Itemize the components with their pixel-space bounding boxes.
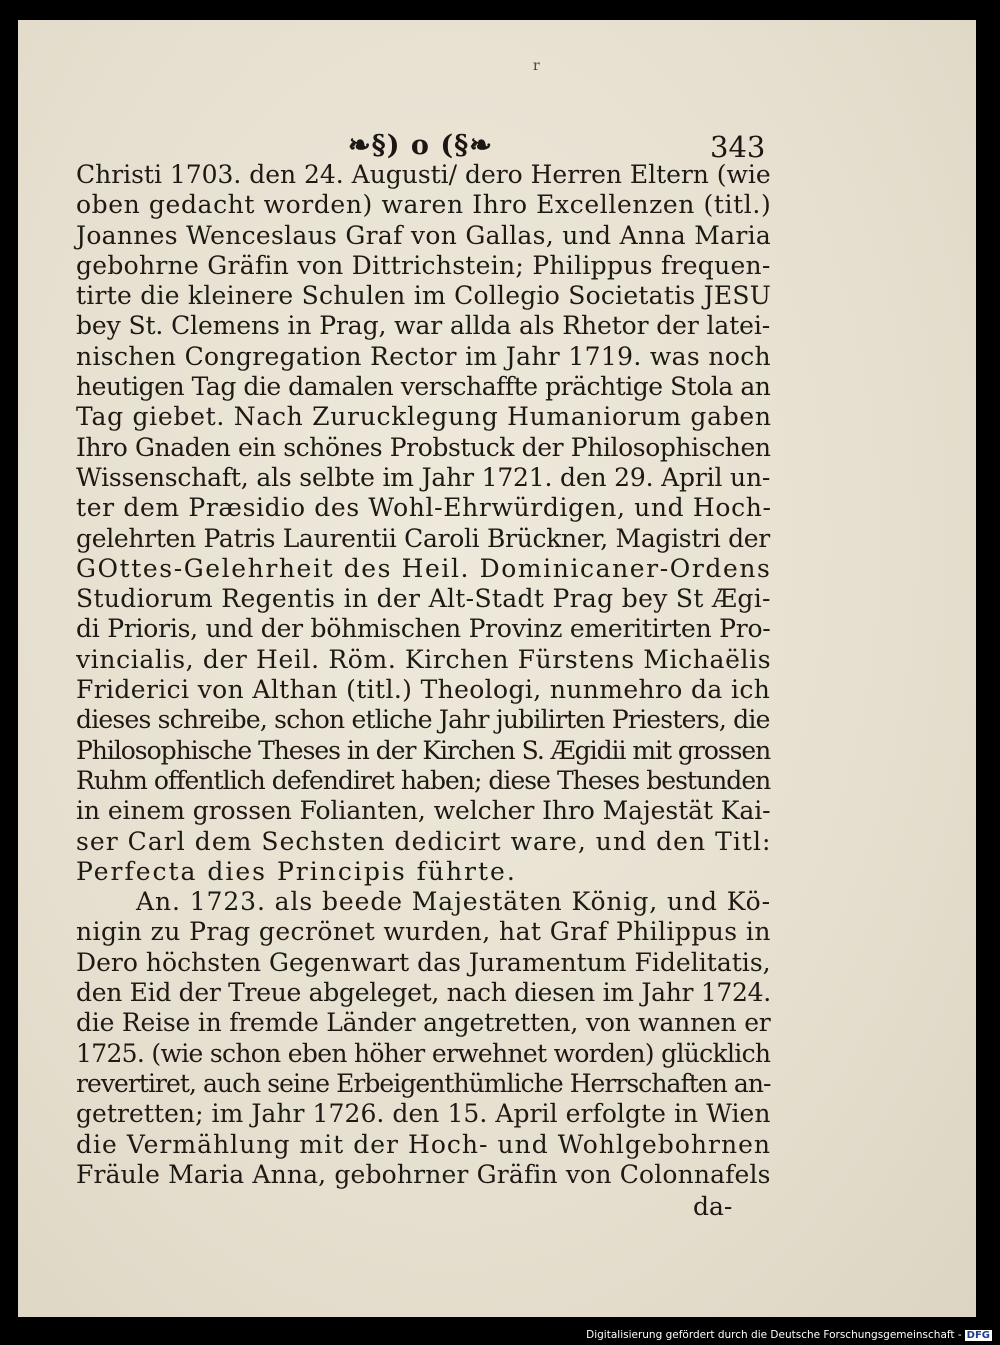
catchword: da- [693,1192,733,1221]
digitization-credit [586,1329,992,1341]
text-line: in einem grossen Folianten, welcher Ihro Majestät Kai- [76,796,771,826]
text-line: Christi 1703. den 24. Augusti/ dero Herren Eltern (wie [76,160,771,189]
text-line: gelehrten Patris Laurentii Caroli Brückner, Magistri der [76,523,770,553]
text-line: die Reise in fremde Länder angetretten, von wannen er [76,1008,771,1038]
header-ornament: ❧§) o (§❧ [348,130,493,161]
paragraph-start-line: An. 1723. als beede Majestäten König, und Kö- [136,887,772,917]
top-mark: r [533,58,540,74]
text-line: ter dem Præsidio des Wohl-Ehrwürdigen, und Hoch- [76,493,772,523]
text-line: Friderici von Althan (titl.) Theologi, nunmehro da ich [76,675,771,705]
book-page [18,20,976,1317]
text-line: Ruhm offentlich defendiret haben; diese Theses bestunden [76,765,771,795]
page-number: 343 [710,130,766,164]
text-line: heutigen Tag die damalen verschaffte prächtige Stola an [76,372,771,402]
text-line: di Prioris, und der böhmischen Provinz emeritirten Pro- [76,614,771,644]
text-line: Ihro Gnaden ein schönes Probstuck der Philosophischen [76,432,771,462]
credit-text: Digitalisierung gefördert durch die Deutsche Forschungsgemeinschaft - [586,1329,962,1341]
text-line: tirte die kleinere Schulen im Collegio Societatis JESU [76,281,772,311]
text-line: Wissenschaft, als selbte im Jahr 1721. den 29. April un- [76,462,771,492]
text-line: Philosophische Theses in der Kirchen S. Ægidii mit grossen [76,735,771,765]
dfg-logo: DFG [966,1330,990,1341]
text-line: den Eid der Treue abgeleget, nach diesen im Jahr 1724. [76,978,771,1008]
body-text [76,160,776,1190]
text-line: Joannes Wenceslaus Graf von Gallas, und Anna Maria [76,220,772,250]
text-line: die Vermählung mit der Hoch- und Wohlgebohrnen [76,1129,772,1159]
text-line: dieses schreibe, schon etliche Jahr jubilirten Priesters, die [76,705,770,735]
text-line: 1725. (wie schon eben höher erwehnet worden) glücklich [76,1038,771,1068]
text-line: GOttes-Gelehrheit des Heil. Dominicaner-Ordens [76,553,772,583]
text-line: revertiret, auch seine Erbeigenthümliche Herrschaften an- [76,1068,771,1098]
text-line: ser Carl dem Sechsten dedicirt ware, und den Titl: [76,826,772,856]
text-line: vincialis, der Heil. Röm. Kirchen Fürstens Michaëlis [76,644,772,674]
text-line: nischen Congregation Rector im Jahr 1719. was noch [76,341,771,371]
text-line: oben gedacht worden) waren Ihro Excellenzen (titl.) [76,190,772,220]
text-line: bey St. Clemens in Prag, war allda als Rhetor der latei- [76,311,771,341]
text-line: getretten; im Jahr 1726. den 15. April erfolgte in Wien [76,1099,771,1129]
text-line: Studiorum Regentis in der Alt-Stadt Prag bey St Ægi- [76,584,771,614]
text-line: nigin zu Prag gecrönet wurden, hat Graf Philippus in [76,917,771,947]
text-line: Perfecta dies Principis führte. [76,856,517,886]
text-line: Tag giebet. Nach Zurucklegung Humaniorum gaben [76,402,772,432]
text-line: gebohrne Gräfin von Dittrichstein; Philippus frequen- [76,250,771,280]
text-line: Dero höchsten Gegenwart das Juramentum Fidelitatis, [76,947,771,977]
text-line: Fräule Maria Anna, gebohrner Gräfin von Colonnafels [76,1159,771,1189]
